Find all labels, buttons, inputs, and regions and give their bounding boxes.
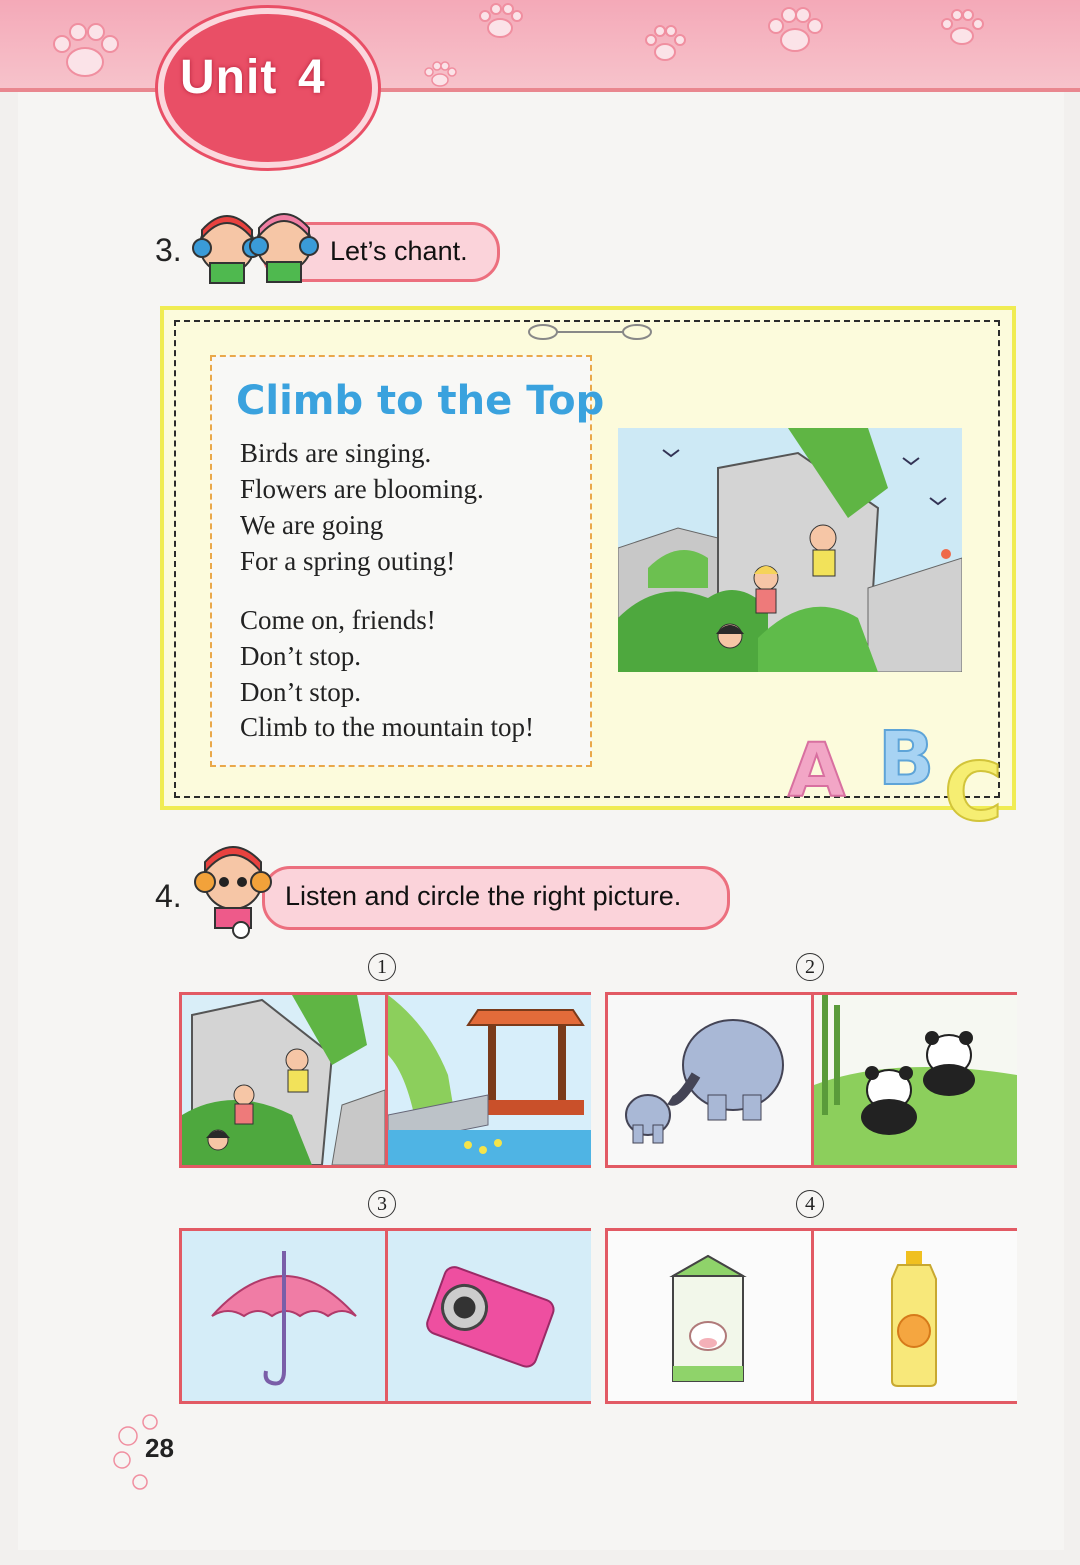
picture-option[interactable] xyxy=(388,995,591,1165)
poem-line: We are going xyxy=(240,510,384,540)
picture-option[interactable] xyxy=(814,995,1017,1165)
poem-line: Don’t stop. xyxy=(240,641,362,671)
section-number: 3. xyxy=(155,232,182,268)
poem-line: Birds are singing. xyxy=(240,438,432,468)
picture-option[interactable] xyxy=(608,1231,811,1401)
unit-label: Unit xyxy=(180,51,278,104)
item-number: 3 xyxy=(368,1190,396,1218)
picture-pair xyxy=(179,1228,591,1404)
banner-text: Listen and circle the right picture. xyxy=(285,881,682,911)
paw-print-icon xyxy=(40,14,130,84)
poem-line: Climb to the mountain top! xyxy=(240,712,534,742)
picture-option[interactable] xyxy=(608,995,811,1165)
camera-picture xyxy=(388,1231,591,1401)
milk-carton-picture xyxy=(608,1231,811,1401)
clip-decoration-icon xyxy=(525,320,655,344)
paw-print-icon xyxy=(470,2,530,42)
kid-listening-icon xyxy=(193,842,273,942)
picture-option[interactable] xyxy=(182,1231,385,1401)
poem-line: Don’t stop. xyxy=(240,677,362,707)
elephants-picture xyxy=(608,995,811,1165)
paw-print-icon xyxy=(760,4,830,59)
kids-reading-icon xyxy=(192,208,322,288)
letter-b-decoration: B xyxy=(878,716,935,802)
picture-pair xyxy=(605,1228,1017,1404)
paw-print-icon xyxy=(935,6,990,51)
poem-title: Climb to the Top xyxy=(236,378,605,424)
poem-line: Flowers are blooming. xyxy=(240,474,484,504)
mountain-climbing-illustration xyxy=(618,428,962,672)
picture-pair xyxy=(605,992,1017,1168)
item-number: 1 xyxy=(368,953,396,981)
picture-option[interactable] xyxy=(388,1231,591,1401)
pavilion-lake-picture xyxy=(388,995,591,1165)
page-number: 28 xyxy=(145,1433,174,1463)
item-number: 2 xyxy=(796,953,824,981)
letter-c-decoration: C xyxy=(944,746,1003,839)
item-number: 4 xyxy=(796,1190,824,1218)
picture-option[interactable] xyxy=(814,1231,1017,1401)
paw-print-icon xyxy=(420,60,460,90)
juice-bottle-picture xyxy=(814,1231,1017,1401)
banner-text: Let’s chant. xyxy=(330,236,468,266)
poem-line: For a spring outing! xyxy=(240,546,456,576)
mountain-climbing-picture xyxy=(182,995,385,1165)
picture-option[interactable] xyxy=(182,995,385,1165)
letter-a-decoration: A xyxy=(788,728,846,814)
paw-print-icon xyxy=(640,18,690,68)
picture-pair xyxy=(179,992,591,1168)
unit-number: 4 xyxy=(298,51,325,104)
pandas-picture xyxy=(814,995,1017,1165)
section-number: 4. xyxy=(155,878,182,914)
umbrella-picture xyxy=(182,1231,385,1401)
poem-line: Come on, friends! xyxy=(240,605,436,635)
